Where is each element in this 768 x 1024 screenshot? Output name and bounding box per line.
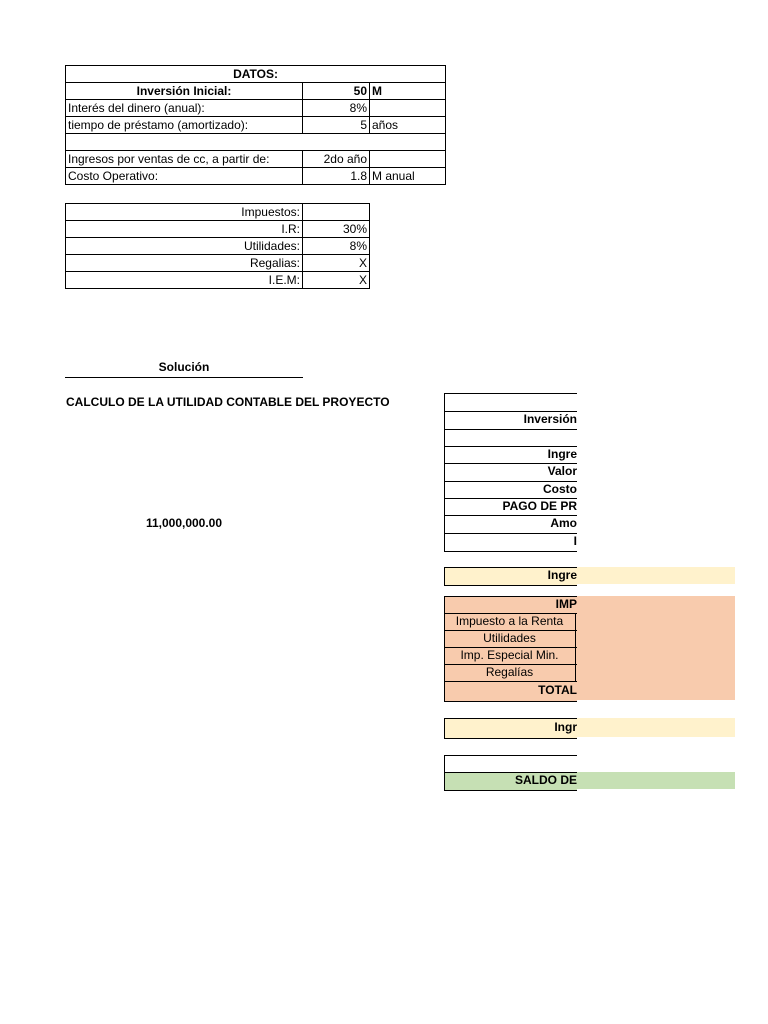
solucion-underline: [65, 377, 303, 378]
impuestos-row: [66, 238, 370, 255]
impuestos-value-cell[interactable]: 8%: [303, 238, 370, 255]
amount-cell[interactable]: 11,000,000.00: [145, 516, 223, 530]
valor-label[interactable]: Valor: [547, 464, 577, 478]
impuestos-label-cell[interactable]: I.E.M:: [66, 272, 303, 289]
ingre-band2-fill: [577, 718, 735, 737]
datos-unit-cell[interactable]: [370, 151, 446, 168]
datos-unit-cell[interactable]: M anual: [370, 168, 446, 185]
saldo-label[interactable]: SALDO DE: [514, 773, 577, 787]
impuestos-value-cell[interactable]: X: [303, 272, 370, 289]
pago-label[interactable]: PAGO DE PR: [502, 499, 577, 513]
ingre-band2-label[interactable]: Ingr: [554, 720, 577, 734]
datos-value-cell[interactable]: 2do año: [303, 151, 370, 168]
impuestos-row: [66, 221, 370, 238]
datos-row-costo: [66, 168, 446, 185]
datos-value-cell[interactable]: 5: [303, 117, 370, 134]
datos-row-tiempo: [66, 117, 446, 134]
datos-value-cell[interactable]: 50: [303, 83, 370, 100]
impuestos-label-cell[interactable]: I.R:: [66, 221, 303, 238]
datos-row-inversion: [66, 83, 446, 100]
impuestos-label-cell[interactable]: Utilidades:: [66, 238, 303, 255]
right-table: [444, 393, 577, 793]
datos-empty-cell[interactable]: [66, 134, 446, 151]
impuestos-row: [66, 255, 370, 272]
impuestos-empty-cell[interactable]: [303, 204, 370, 221]
datos-unit-cell[interactable]: M: [370, 83, 446, 100]
imp-item-regalias[interactable]: Regalías: [485, 665, 534, 679]
datos-unit-cell[interactable]: [370, 100, 446, 117]
imp-header[interactable]: IMP: [555, 597, 577, 611]
datos-row-ingresos: [66, 151, 446, 168]
datos-label-cell[interactable]: Interés del dinero (anual):: [66, 100, 303, 117]
inversion-label[interactable]: Inversión: [523, 412, 577, 426]
imp-item-especial[interactable]: Imp. Especial Min.: [460, 648, 559, 662]
impuestos-title[interactable]: Impuestos:: [66, 204, 303, 221]
datos-title[interactable]: DATOS:: [66, 66, 446, 83]
impuestos-value-cell[interactable]: 30%: [303, 221, 370, 238]
impuestos-title-row: [66, 204, 370, 221]
datos-row-empty: [66, 134, 446, 151]
ingre-label[interactable]: Ingre: [547, 447, 577, 461]
saldo-band-fill: [577, 772, 735, 789]
imp-item-utilidades[interactable]: Utilidades: [483, 631, 536, 645]
datos-value-cell[interactable]: 8%: [303, 100, 370, 117]
ingre-band-label[interactable]: Ingre: [547, 568, 577, 582]
datos-row-interes: [66, 100, 446, 117]
datos-title-row: [66, 66, 446, 83]
datos-label-cell[interactable]: Costo Operativo:: [66, 168, 303, 185]
imp-item-renta[interactable]: Impuesto a la Renta: [455, 614, 564, 628]
datos-label-cell[interactable]: tiempo de préstamo (amortizado):: [66, 117, 303, 134]
right-line: [444, 429, 577, 430]
datos-table: [65, 65, 446, 185]
costo-label[interactable]: Costo: [543, 482, 577, 496]
imp-band-fill: [577, 596, 735, 700]
datos-unit-cell[interactable]: años: [370, 117, 446, 134]
amo-label[interactable]: Amo: [550, 516, 577, 530]
impuestos-value-cell[interactable]: X: [303, 255, 370, 272]
solucion-heading[interactable]: Solución: [158, 360, 210, 374]
ingre-band-fill: [577, 567, 735, 584]
calc-title[interactable]: CALCULO DE LA UTILIDAD CONTABLE DEL PROYECTO: [66, 395, 390, 409]
total-label[interactable]: TOTAL: [538, 683, 577, 697]
datos-label-cell[interactable]: Inversión Inicial:: [66, 83, 303, 100]
datos-value-cell[interactable]: 1.8: [303, 168, 370, 185]
impuestos-row: [66, 272, 370, 289]
impuestos-label-cell[interactable]: Regalias:: [66, 255, 303, 272]
datos-label-cell[interactable]: Ingresos por ventas de cc, a partir de:: [66, 151, 303, 168]
impuestos-table: [65, 203, 370, 289]
i-label[interactable]: I: [573, 534, 577, 548]
